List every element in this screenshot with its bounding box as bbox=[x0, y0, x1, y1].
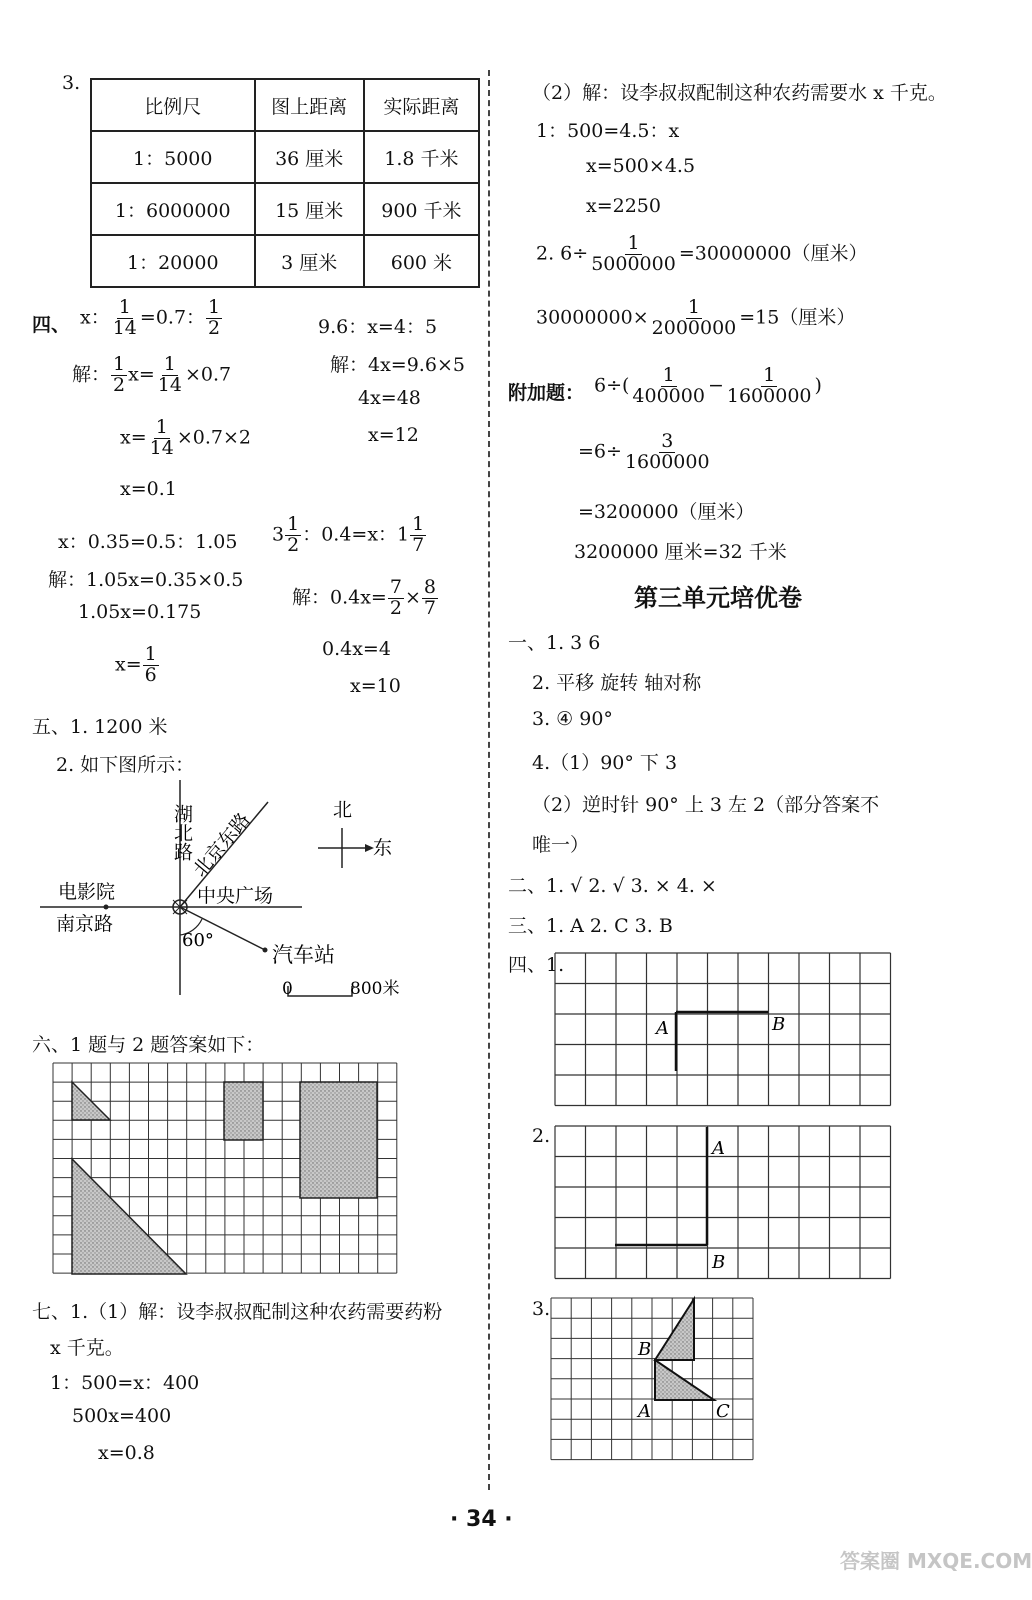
table-cell: 36 厘米 bbox=[255, 131, 364, 183]
table-cell: 900 千米 bbox=[364, 183, 479, 235]
answer-line bbox=[594, 366, 822, 407]
fraction: $\frac{1}{14}$ bbox=[157, 353, 182, 396]
equation-text: x= bbox=[120, 426, 147, 449]
equation-line bbox=[120, 418, 251, 459]
section-4-label: 四、 bbox=[32, 314, 71, 336]
equation-text: ×0.7×2 bbox=[176, 426, 251, 449]
equation-text: − bbox=[707, 374, 724, 397]
table-header-row bbox=[91, 79, 479, 131]
large-rectangle bbox=[300, 1082, 377, 1198]
grid-question-label: 2. bbox=[532, 1125, 551, 1147]
table-cell: 3 厘米 bbox=[255, 235, 364, 287]
equation-line: x：0.35=0.5：1.05 bbox=[58, 531, 238, 553]
table-row bbox=[91, 235, 479, 287]
section-7-line: 七、1.（1）解：设李叔叔配制这种农药需要药粉 bbox=[32, 1301, 443, 1323]
equation-line: 1.05x=0.175 bbox=[78, 601, 202, 623]
equation-text: 30000000× bbox=[536, 306, 649, 329]
equation-line bbox=[272, 515, 427, 556]
central-square-label: 中央广场 bbox=[197, 885, 274, 907]
bus-station-dot bbox=[263, 948, 268, 953]
equation-text: × bbox=[404, 586, 421, 609]
table-cell: 1：6000000 bbox=[91, 183, 255, 235]
fraction: $\frac{1}{1600000}$ bbox=[726, 364, 812, 407]
bus-station-label: 汽车站 bbox=[272, 943, 335, 967]
grid-question-label: 四、1. bbox=[508, 954, 565, 976]
table-row bbox=[91, 131, 479, 183]
equation-text: ×0.7 bbox=[184, 363, 232, 386]
equation-text: 6÷( bbox=[594, 374, 630, 397]
fraction: $\frac{1}{400000}$ bbox=[632, 364, 705, 407]
equation-text: x= bbox=[115, 653, 142, 676]
answer-line: x=500×4.5 bbox=[586, 155, 696, 177]
small-rectangle bbox=[224, 1082, 263, 1140]
equation-text: =0.7： bbox=[139, 306, 206, 329]
equation-text: x= bbox=[128, 363, 155, 386]
fraction: $\frac{1}{14}$ bbox=[149, 416, 174, 459]
section-7-line: 500x=400 bbox=[72, 1405, 172, 1427]
equation-line: 4x=48 bbox=[358, 387, 421, 409]
answer-line: 3200000 厘米=32 千米 bbox=[574, 541, 787, 563]
extra-question-label: 附加题： bbox=[508, 382, 585, 404]
equation-text: =6÷ bbox=[578, 440, 622, 463]
question-3-label: 3. bbox=[62, 72, 81, 94]
section-7-line: 1：500=x：400 bbox=[50, 1372, 200, 1394]
scale-table bbox=[90, 78, 480, 288]
answer-line: 4.（1）90° 下 3 bbox=[532, 752, 678, 774]
point-a-label: A bbox=[656, 1018, 669, 1039]
table-cell: 1：5000 bbox=[91, 131, 255, 183]
fraction: $\frac{1}{2}$ bbox=[208, 296, 221, 339]
grid-lines bbox=[555, 953, 891, 1106]
fraction: $\frac{3}{1600000}$ bbox=[624, 430, 710, 473]
fraction: $\frac{8}{7}$ bbox=[423, 576, 436, 619]
section-6-line: 六、1 题与 2 题答案如下： bbox=[32, 1034, 265, 1056]
grid-question-label: 3. bbox=[532, 1298, 551, 1320]
table-header-cell: 实际距离 bbox=[364, 79, 479, 131]
equation-text: ) bbox=[814, 374, 822, 397]
equation-line bbox=[80, 298, 223, 339]
equation-text: 解： bbox=[72, 363, 111, 386]
equation-text: ：0.4=x：1 bbox=[302, 523, 410, 546]
column-divider bbox=[488, 70, 490, 1490]
point-c-label: C bbox=[716, 1401, 730, 1422]
point-a-label: A bbox=[638, 1401, 651, 1422]
answer-line: =3200000（厘米） bbox=[578, 501, 755, 523]
answer-line: （2）解：设李叔叔配制这种农药需要水 x 千克。 bbox=[532, 82, 947, 104]
table-cell: 1.8 千米 bbox=[364, 131, 479, 183]
watermark: 答案圈 MXQE.COM bbox=[840, 1549, 1032, 1573]
section-7-line: x=0.8 bbox=[98, 1442, 155, 1464]
point-b-label: B bbox=[638, 1339, 652, 1360]
equation-line: 0.4x=4 bbox=[322, 638, 391, 660]
location-map bbox=[40, 780, 460, 1020]
answer-line bbox=[536, 298, 855, 339]
section-6-grid bbox=[52, 1062, 410, 1280]
answer-line: 2. 平移 旋转 轴对称 bbox=[532, 672, 702, 694]
fraction: $\frac{1}{5000000}$ bbox=[591, 232, 676, 275]
equation-text: 2. 6÷ bbox=[536, 242, 589, 265]
answer-line bbox=[536, 234, 867, 275]
equation-line: 解：4x=9.6×5 bbox=[330, 354, 465, 376]
grid-answer-1 bbox=[554, 952, 892, 1104]
fraction: $\frac{1}{2}$ bbox=[113, 353, 126, 396]
fraction: $\frac{1}{7}$ bbox=[412, 513, 425, 556]
fraction: $\frac{1}{14}$ bbox=[112, 296, 137, 339]
table-cell: 1：20000 bbox=[91, 235, 255, 287]
grid-lines bbox=[551, 1298, 753, 1460]
cinema-dot bbox=[104, 905, 109, 910]
angle-label: 60° bbox=[182, 930, 214, 951]
equation-line: 9.6：x=4：5 bbox=[318, 316, 438, 338]
answer-line: 唯一） bbox=[532, 834, 590, 856]
equation-text: x： bbox=[80, 306, 110, 329]
answer-line: 1：500=4.5：x bbox=[536, 120, 680, 142]
equation-line bbox=[292, 578, 439, 619]
point-a-label: A bbox=[712, 1138, 725, 1159]
grid-answer-2 bbox=[554, 1125, 892, 1275]
scale-bar bbox=[288, 986, 352, 996]
page-number: · 34 · bbox=[450, 1507, 513, 1532]
answer-line: （2）逆时针 90° 上 3 左 2（部分答案不 bbox=[532, 794, 880, 816]
section-5-line-2: 2. 如下图所示： bbox=[56, 754, 195, 776]
equation-text: =30000000（厘米） bbox=[678, 242, 868, 265]
north-label: 北 bbox=[333, 799, 353, 821]
equation-text: 解：0.4x= bbox=[292, 586, 387, 609]
beijing-east-road-label: 北京东路 bbox=[188, 808, 255, 882]
answer-line: x=2250 bbox=[586, 195, 661, 217]
answer-line: 二、1. √ 2. √ 3. × 4. × bbox=[508, 875, 717, 897]
equation-text: =15（厘米） bbox=[739, 306, 856, 329]
equation-line bbox=[115, 645, 160, 686]
answer-line bbox=[578, 432, 713, 473]
table-cell: 600 米 bbox=[364, 235, 479, 287]
fraction: $\frac{1}{2000000}$ bbox=[651, 296, 737, 339]
hubei-road-label: 湖北路 bbox=[171, 804, 193, 861]
original-triangle bbox=[655, 1360, 714, 1400]
table-cell: 15 厘米 bbox=[255, 183, 364, 235]
scale-zero-label: 0 bbox=[282, 979, 293, 999]
cinema-label: 电影院 bbox=[58, 881, 116, 903]
rotated-triangle bbox=[655, 1299, 694, 1360]
equation-text: 3 bbox=[272, 523, 285, 546]
point-b-label: B bbox=[772, 1014, 786, 1035]
equation-line: x=12 bbox=[368, 424, 419, 446]
grid-answer-3 bbox=[550, 1297, 755, 1465]
section-7-line: x 千克。 bbox=[50, 1337, 124, 1359]
answer-line: 3. ④ 90° bbox=[532, 708, 613, 730]
section-5-line-1: 五、1. 1200 米 bbox=[32, 716, 168, 738]
equation-line bbox=[72, 355, 231, 396]
east-label: 东 bbox=[373, 837, 393, 859]
fraction: $\frac{1}{6}$ bbox=[144, 643, 157, 686]
table-header-cell: 图上距离 bbox=[255, 79, 364, 131]
fraction: $\frac{7}{2}$ bbox=[389, 576, 402, 619]
equation-line: x=0.1 bbox=[120, 478, 177, 500]
fraction: $\frac{1}{2}$ bbox=[287, 513, 300, 556]
unit-title: 第三单元培优卷 bbox=[634, 584, 802, 612]
table-header-cell: 比例尺 bbox=[91, 79, 255, 131]
equation-line: x=10 bbox=[350, 675, 401, 697]
table-row bbox=[91, 183, 479, 235]
answer-line: 一、1. 3 6 bbox=[508, 632, 601, 654]
nanjing-road-label: 南京路 bbox=[56, 913, 114, 935]
scale-length-label: 800米 bbox=[350, 979, 400, 999]
answer-line: 三、1. A 2. C 3. B bbox=[508, 915, 673, 937]
point-b-label: B bbox=[712, 1252, 726, 1273]
equation-line: 解：1.05x=0.35×0.5 bbox=[48, 569, 244, 591]
